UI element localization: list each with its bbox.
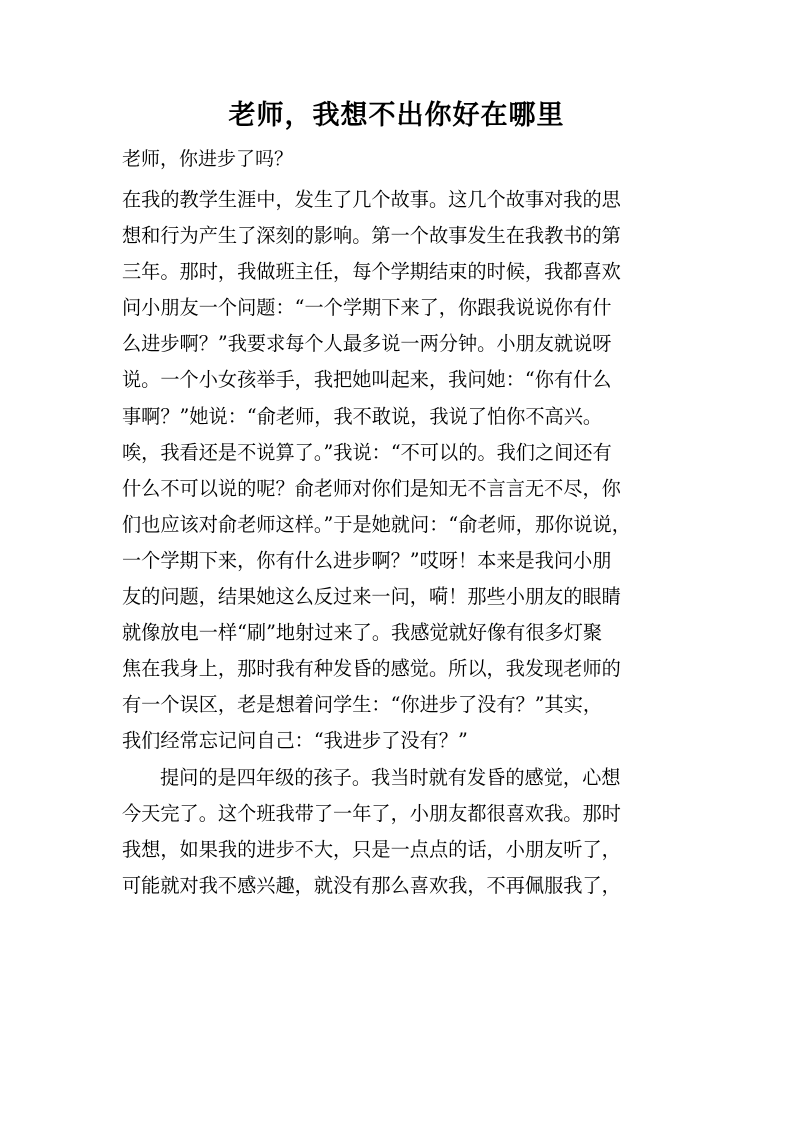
- text-line: 想和行为产生了深刻的影响。第一个故事发生在我教书的第: [122, 224, 621, 248]
- text-line: 焦在我身上，那时我有种发昏的感觉。所以，我发现老师的: [122, 657, 621, 681]
- text-line: 什么不可以说的呢？俞老师对你们是知无不言言无不尽，你: [122, 476, 621, 500]
- text-line: 我们经常忘记问自己：“我进步了没有？”: [122, 729, 468, 753]
- document-body: [122, 182, 682, 904]
- text-line: 么进步啊？”我要求每个人最多说一两分钟。小朋友就说呀: [122, 332, 612, 356]
- document-title: 老师，我想不出你好在哪里: [228, 100, 565, 131]
- text-line: 们也应该对俞老师这样。”于是她就问：“俞老师，那你说说，: [122, 512, 631, 536]
- paragraph-1: [122, 182, 682, 760]
- text-line: 可能就对我不感兴趣，就没有那么喜欢我，不再佩服我了，: [122, 873, 621, 897]
- text-line: 说。一个小女孩举手，我把她叫起来，我问她：“你有什么: [122, 368, 612, 392]
- text-line: 友的问题，结果她这么反过来一问，嗬！那些小朋友的眼睛: [122, 585, 621, 609]
- paragraph-2: [122, 760, 682, 904]
- text-line: 一个学期下来，你有什么进步啊？”哎呀！本来是我问小朋: [122, 548, 612, 572]
- text-line: 有一个误区，老是想着问学生：“你进步了没有？”其实，: [122, 693, 603, 717]
- document-subtitle: 老师，你进步了吗？: [122, 148, 294, 170]
- text-line: 在我的教学生涯中，发生了几个故事。这几个故事对我的思: [122, 188, 621, 211]
- text-line: 问小朋友一个问题：“一个学期下来了，你跟我说说你有什: [122, 296, 612, 320]
- text-line: 事啊？”她说：“俞老师，我不敢说，我说了怕你不高兴。: [122, 404, 603, 428]
- text-line: 唉，我看还是不说算了。”我说：“不可以的。我们之间还有: [122, 440, 612, 464]
- text-line: 三年。那时，我做班主任，每个学期结束的时候，我都喜欢: [122, 260, 621, 284]
- text-line: 提问的是四年级的孩子。我当时就有发昏的感觉，心想: [160, 765, 621, 789]
- text-line: 就像放电一样“刷”地射过来了。我感觉就好像有很多灯聚: [122, 621, 603, 645]
- text-line: 今天完了。这个班我带了一年了，小朋友都很喜欢我。那时: [122, 801, 621, 825]
- text-line: 我想，如果我的进步不大，只是一点点的话，小朋友听了，: [122, 837, 621, 861]
